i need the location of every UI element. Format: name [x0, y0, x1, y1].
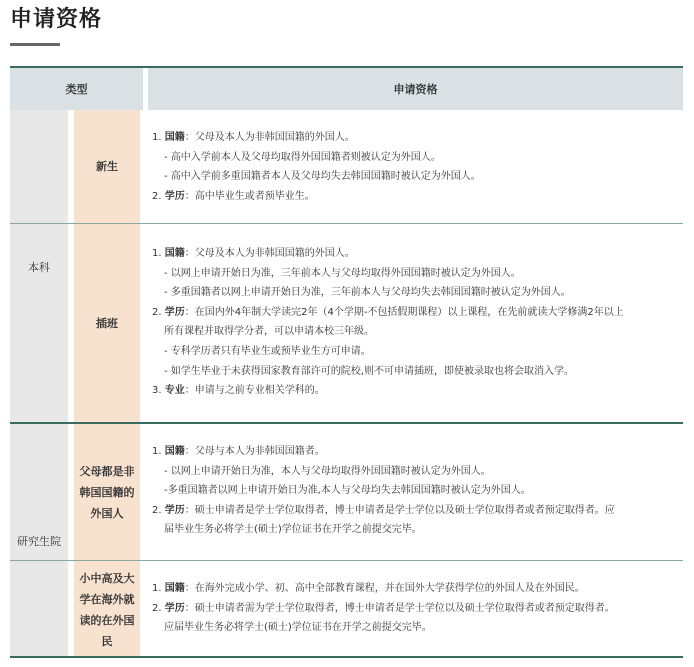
requirement-line [152, 462, 680, 482]
requirement-line [152, 501, 680, 521]
line-text: - 以网上申请开始日为准，三年前本人与父母均取得外国国籍时被认定为外国人。 [164, 267, 521, 279]
line-text: ：申请与之前专业相关学科的。 [184, 385, 325, 397]
requirements-non-korean-parents [150, 442, 680, 540]
line-number: 2. [152, 306, 162, 318]
line-key: 学历 [164, 602, 185, 614]
header-requirements: 申请资格 [148, 68, 683, 110]
requirements-overseas [150, 579, 680, 638]
requirement-line [152, 579, 680, 599]
category-graduate: 研究生院 [10, 424, 68, 658]
line-number: 2. [152, 190, 162, 202]
subtype-non-korean-parents: 父母都是非韩国国籍的外国人 [74, 424, 140, 560]
requirement-line [152, 362, 680, 382]
line-text: - 高中入学前本人及父母均取得外国国籍者则被认定为外国人。 [164, 151, 441, 163]
line-text: - 如学生毕业于未获得国家教育部许可的院校,则不可申请插班，即使被录取也将会取消入学。 [164, 365, 574, 377]
requirement-line [152, 381, 680, 401]
requirement-line [152, 618, 680, 638]
requirement-line [152, 187, 680, 207]
line-text: 届毕业生务必将学士(硕士)学位证书在开学之前提交完毕。 [164, 524, 422, 536]
line-number: 3. [152, 385, 162, 397]
row-divider [10, 560, 683, 561]
requirements-transfer [150, 244, 680, 401]
requirement-line [152, 303, 680, 323]
requirement-line [152, 442, 680, 462]
line-number: 1. [152, 248, 162, 259]
line-text: ：硕士申请者需为学士学位取得者，博士申请者是学士学位以及硕士学位取得者或者预定取得者。 [184, 602, 615, 614]
line-key: 学历 [164, 504, 185, 516]
title-underline [10, 43, 60, 46]
line-key: 国籍 [164, 248, 185, 259]
line-number: 1. [152, 446, 162, 457]
requirement-line [152, 128, 680, 148]
line-text: ：硕士申请者是学士学位取得者，博士申请者是学士学位以及硕士学位取得者或者预定取得者。应 [184, 504, 615, 516]
line-text: ：在国内外4年制大学读完2年（4个学期-不包括假期课程）以上课程，在先前就读大学修满2年以上 [184, 306, 624, 318]
line-key: 学历 [164, 306, 185, 318]
requirement-line [152, 322, 680, 342]
requirement-line [152, 599, 680, 619]
line-key: 专业 [164, 385, 185, 397]
header-type: 类型 [10, 68, 143, 110]
requirement-line [152, 342, 680, 362]
subtype-freshman: 新生 [74, 110, 140, 223]
eligibility-table [10, 66, 683, 658]
requirement-line [152, 167, 680, 187]
requirements-freshman [150, 128, 680, 206]
requirement-line [152, 520, 680, 540]
line-text: 应届毕业生务必将学士(硕士)学位证书在开学之前提交完毕。 [164, 622, 432, 634]
line-text: ：父母与本人为非韩国国籍者。 [184, 446, 325, 457]
line-number: 2. [152, 602, 162, 614]
subtype-overseas: 小中高及大学在海外就读的在外国民 [74, 561, 140, 658]
requirement-line [152, 244, 680, 264]
line-text: - 专科学历者只有毕业生或预毕业生方可申请。 [164, 345, 371, 357]
row-divider [10, 223, 683, 224]
requirement-line [152, 264, 680, 284]
requirement-line [152, 481, 680, 501]
line-text: ：父母及本人为非韩国国籍的外国人。 [184, 248, 355, 259]
line-key: 国籍 [164, 132, 185, 143]
line-text: ：在海外完成小学、初、高中全部教育课程，并在国外大学获得学位的外国人及在外国民。 [184, 583, 585, 594]
table-bottom-border [10, 656, 683, 658]
line-key: 国籍 [164, 446, 185, 457]
line-text: -多重国籍者以网上申请开始日为准,本人与父母均失去韩国国籍时被认定为外国人。 [164, 485, 531, 497]
line-text: 所有课程并取得学分者，可以申请本校三年级。 [164, 326, 374, 338]
subtype-transfer: 插班 [74, 224, 140, 423]
line-number: 1. [152, 132, 162, 143]
line-key: 国籍 [164, 583, 185, 594]
line-text: - 高中入学前多重国籍者本人及父母均失去韩国国籍时被认定为外国人。 [164, 171, 481, 183]
page-title: 申请资格 [10, 7, 103, 32]
line-number: 2. [152, 504, 162, 516]
line-text: ：高中毕业生或者预毕业生。 [184, 190, 315, 202]
line-key: 学历 [164, 190, 185, 202]
line-text: ：父母及本人为非韩国国籍的外国人。 [184, 132, 355, 143]
line-number: 1. [152, 583, 162, 594]
line-text: - 多重国籍者以网上申请开始日为准，三年前本人与父母均失去韩国国籍时被认定为外国人。 [164, 287, 571, 299]
requirement-line [152, 283, 680, 303]
requirement-line [152, 148, 680, 168]
section-divider [10, 422, 683, 424]
category-undergrad: 本科 [10, 110, 68, 423]
line-text: - 以网上申请开始日为准，本人与父母均取得外国国籍时被认定为外国人。 [164, 465, 491, 477]
